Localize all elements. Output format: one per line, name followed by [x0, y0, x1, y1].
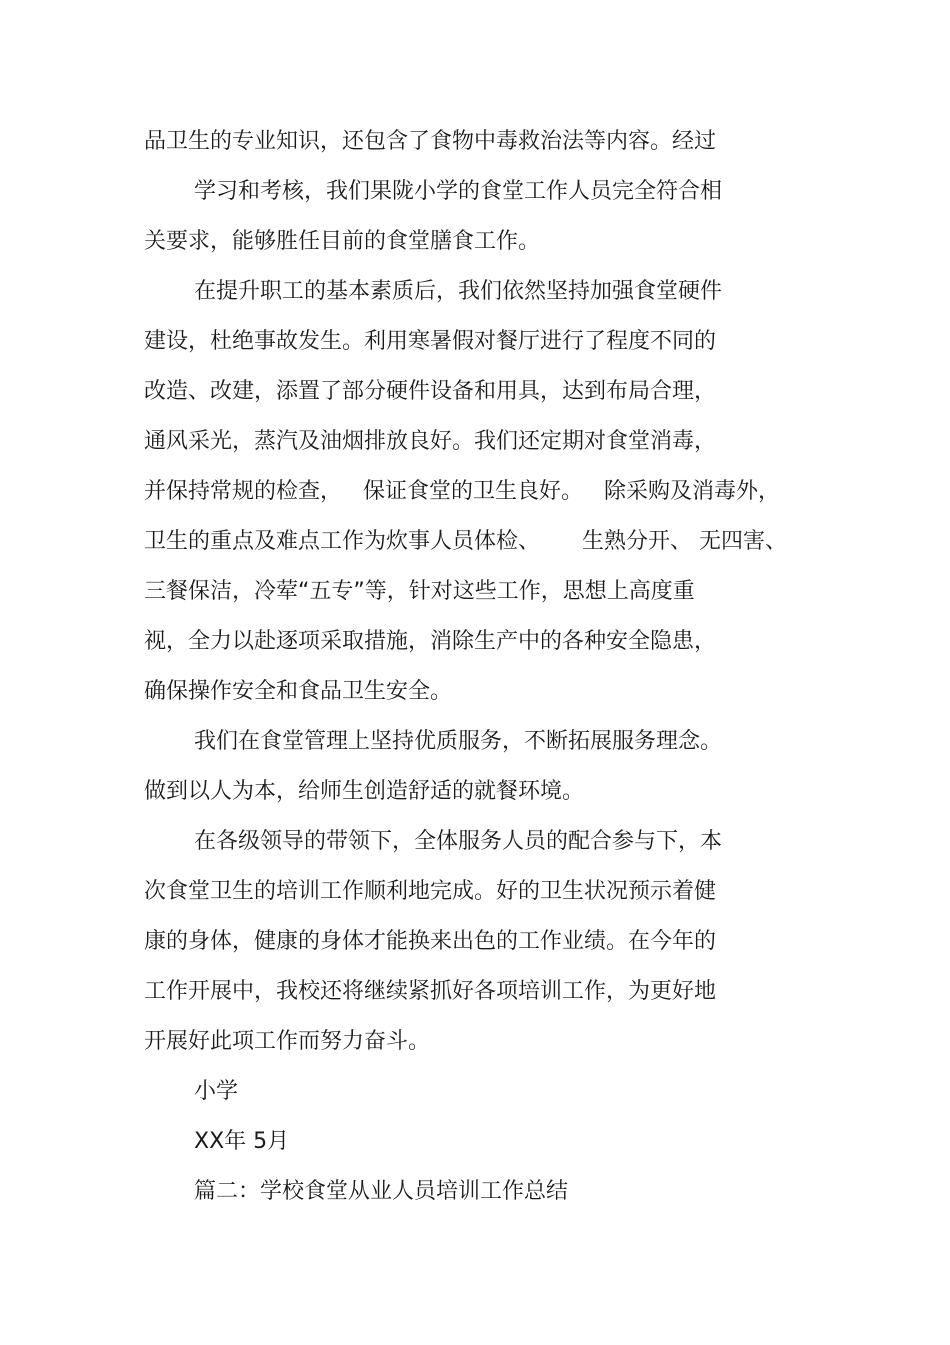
text-line: 视，全力以赴逐项采取措施，消除生产中的各种安全隐患， [144, 629, 717, 654]
text-line: 工作开展中，我校还将继续紧抓好各项培训工作，为更好地 [144, 979, 717, 1004]
text-line: 品卫生的专业知识，还包含了食物中毒救治法等内容。经过 [144, 129, 717, 154]
text-line: 学习和考核，我们果陇小学的食堂工作人员完全符合相 [194, 179, 723, 204]
text-line: 并保持常规的检查， 保证食堂的卫生良好。 除采购及消毒外， [144, 479, 780, 504]
text-line: 确保操作安全和食品卫生安全。 [144, 679, 453, 704]
text-line: 康的身体，健康的身体才能换来出色的工作业绩。在今年的 [144, 929, 717, 954]
text-line: 关要求，能够胜任目前的食堂膳食工作。 [144, 229, 541, 254]
text-line: 我们在食堂管理上坚持优质服务，不断拓展服务理念。 [194, 729, 723, 754]
section-heading: 篇二：学校食堂从业人员培训工作总结 [194, 1179, 569, 1204]
text-line: 在各级领导的带领下，全体服务人员的配合参与下，本 [194, 829, 723, 854]
text-line: 做到以人为本，给师生创造舒适的就餐环境。 [144, 779, 585, 804]
text-line: 建设，杜绝事故发生。利用寒暑假对餐厅进行了程度不同的 [144, 329, 717, 354]
signature-date: XX年 5月 [194, 1129, 290, 1154]
text-line: 三餐保洁，冷荤“五专”等，针对这些工作，思想上高度重 [144, 579, 695, 604]
text-line: 改造、改建，添置了部分硬件设备和用具，达到布局合理， [144, 379, 717, 404]
text-line: 开展好此项工作而努力奋斗。 [144, 1029, 431, 1054]
signature-school: 小学 [194, 1079, 239, 1104]
text-line: 卫生的重点及难点工作为炊事人员体检、 生熟分开、 无四害、 [144, 529, 787, 554]
text-line: 次食堂卫生的培训工作顺利地完成。好的卫生状况预示着健 [144, 879, 717, 904]
text-line: 通风采光，蒸汽及油烟排放良好。我们还定期对食堂消毒， [144, 429, 717, 454]
text-line: 在提升职工的基本素质后，我们依然坚持加强食堂硬件 [194, 279, 723, 304]
